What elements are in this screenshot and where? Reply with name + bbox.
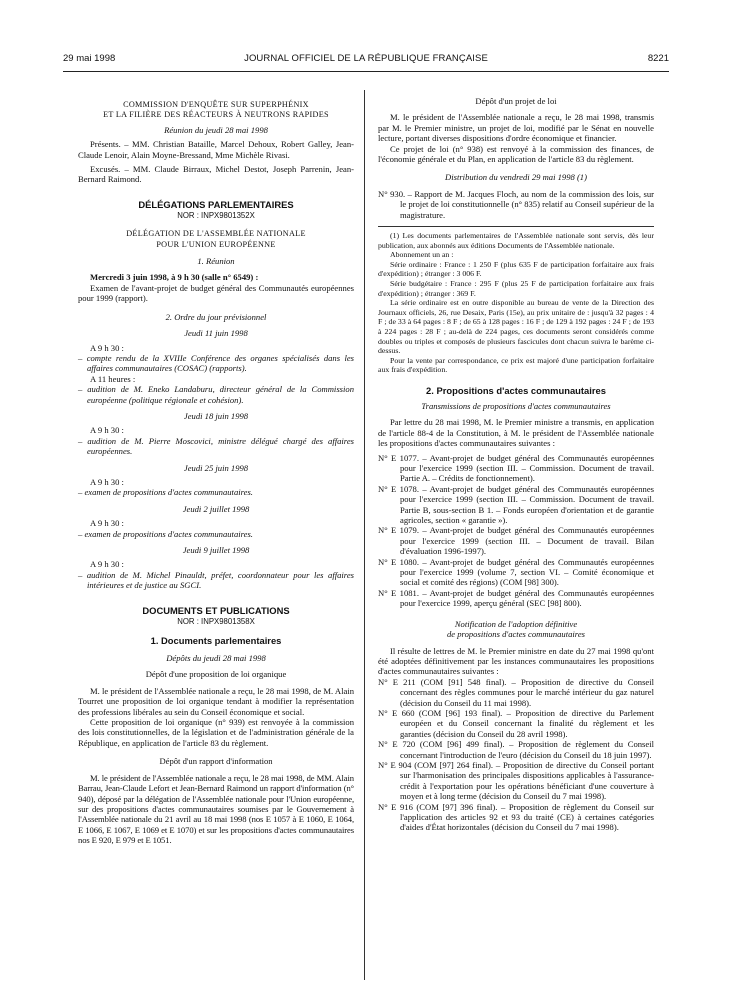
agenda-item: – audition de M. Eneko Landaburu, directeur général de la Commission européenne (politique régionale et cohésion). — [78, 384, 354, 405]
agenda-item: – compte rendu de la XVIIIe Conférence des organes spécialisés dans les affaires communautaires (COSAC) (rapports). — [78, 352, 354, 374]
agenda-item: – audition de M. Michel Pinauldt, préfet, coordonnateur pour les affaires intérieures et de justice au SGCI. — [78, 569, 354, 591]
documents-nor: NOR : INPX9801358X — [177, 616, 255, 626]
depot-paragraph: M. le président de l'Assemblée nationale a reçu, le 28 mai 1998, de M. Alain Tourret une proposition de loi organique tendant à modifier la représentation des professions libérales au sein du Conseil économique et social. — [78, 685, 354, 717]
footnote-paragraph: La série ordinaire est en outre disponible au bureau de vente de la Direction des Journaux officiels, 26, rue Desaix, Paris (15e), au prix unitaire de : jusqu'à 32 pages : 4 F ; de 33 à 64 pages : 8 F ; de 65 à 128 pages : 16 F ; de 129 à 192 pages : 24 F ; de 193 à 224 pages : 28 F ; au-delà de 224 pages, ces documents seront considérés comme doubles ou triples et composés de plusieurs fascicules dont chacun suivra le barème ci-dessus. — [378, 298, 654, 356]
reunion-date: Mercredi 3 juin 1998, à 9 h 30 (salle n° 6549) : — [90, 272, 259, 283]
agenda-day — [78, 463, 354, 498]
agenda-item: – examen de propositions d'actes communautaires. — [78, 528, 253, 539]
footnote-paragraph: Pour la vente par correspondance, ce prix est majoré d'une participation forfaitaire aux frais d'expédition. — [378, 355, 654, 375]
header-date: 29 mai 1998 — [63, 53, 116, 64]
right-column — [378, 96, 654, 833]
agenda-time: A 9 h 30 : — [90, 425, 124, 436]
column-divider — [364, 90, 365, 980]
page-header — [63, 54, 669, 68]
depot-paragraph: M. le président de l'Assemblée nationale a reçu, le 28 mai 1998, transmis par M. le Premier ministre, un projet de loi, modifié par le Sénat en nouvelle lecture, portant diverses dispositions d'ordre économique et financier. — [378, 112, 654, 144]
delegations-nor: NOR : INPX9801352X — [177, 210, 255, 220]
act-entry: N° E 1081. – Avant-projet de budget général des Communautés européennes pour l'exercice 1999, aperçu général (SEC [98] 800). — [378, 587, 654, 609]
depot-title: Dépôt d'un rapport d'information — [159, 756, 273, 767]
notification-heading-line1: Notification de l'adoption définitive — [454, 618, 578, 629]
agenda-day — [78, 504, 354, 539]
delegation-name-line1: DÉLÉGATION DE L'ASSEMBLÉE NATIONALE — [126, 229, 306, 239]
header-page-number: 8221 — [647, 53, 669, 64]
act-entry: N° E 1079. – Avant-projet de budget général des Communautés européennes pour l'exercice 1999 (section III. – Document de travail. Bilan d'évaluation 1996-1997). — [378, 525, 654, 557]
footnote-paragraph: Abonnement un an : — [390, 250, 454, 260]
act-entry: N° E 1080. – Avant-projet de budget général des Communautés européennes pour l'exercice 1999 (volume 7, section VI. – Comité économique et social et comité des régions) (COM [98] 300). — [378, 556, 654, 588]
agenda-date: Jeudi 9 juillet 1998 — [182, 545, 250, 555]
act-entry: N° E 1078. – Avant-projet de budget général des Communautés européennes pour l'exercice 1999 (section III. – Commission. Document de travail. Partie B, sous-section B 1. – Fonds européen d'orientation et de garantie agricoles, section « garantie »). — [378, 483, 654, 526]
agenda-time: A 9 h 30 : — [90, 476, 124, 487]
adopted-entry: N° E 660 (COM [96] 193 final). – Proposition de directive du Parlement européen et du Conseil concernant la finalité du règlement et les garanties (décision du Conseil du 28 avril 1998). — [378, 707, 654, 739]
agenda-day — [78, 328, 354, 405]
agenda-date: Jeudi 11 juin 1998 — [184, 328, 248, 339]
footnote-rule — [378, 226, 654, 227]
left-column — [78, 100, 354, 846]
reunion-heading: 1. Réunion — [197, 256, 235, 267]
commission-title-line1: COMMISSION D'ENQUÊTE SUR SUPERPHÉNIX — [123, 100, 309, 109]
agenda-day — [78, 411, 354, 457]
depot-paragraph: Ce projet de loi (n° 938) est renvoyé à la commission des finances, de l'économie générale et du Plan, en application de l'article 83 du règlement. — [378, 143, 654, 165]
documents-title: DOCUMENTS ET PUBLICATIONS — [142, 604, 290, 616]
delegations-title: DÉLÉGATIONS PARLEMENTAIRES — [138, 198, 294, 210]
agenda-item: – audition de M. Pierre Moscovici, ministre délégué chargé des affaires européennes. — [78, 435, 354, 457]
footnote-paragraph: Série budgétaire : France : 295 F (plus 25 F de participation forfaitaire aux frais d'expédition) ; étranger : 369 F. — [378, 279, 654, 298]
agenda-time: A 9 h 30 : — [90, 342, 124, 353]
distribution-date: Distribution du vendredi 29 mai 1998 (1) — [445, 172, 587, 183]
commission-title-line2: ET LA FILIÈRE DES RÉACTEURS À NEUTRONS RAPIDES — [103, 110, 329, 120]
adopted-entry: N° E 916 (COM [97] 396 final). – Proposition de règlement du Conseil sur l'application des articles 92 et 93 du traité (CE) à certaines catégories d'aides d'État horizontales (décision du Conseil du 7 mai 1998). — [378, 801, 654, 833]
documents-parlementaires-heading: 1. Documents parlementaires — [150, 635, 282, 647]
depot-paragraph: Cette proposition de loi organique (n° 939) est renvoyée à la commission des lois constitutionnelles, de la législation et de l'administration générale de la République, en application de l'article 83 du règlement. — [78, 717, 354, 748]
header-rule — [63, 71, 669, 72]
agenda-date: Jeudi 25 juin 1998 — [183, 462, 249, 473]
presents-paragraph: Présents. – MM. Christian Bataille, Marcel Dehoux, Robert Galley, Jean-Claude Lenoir, Alain Moyne-Bressand, Mme Michèle Rivasi. — [78, 139, 354, 160]
depot-title: Dépôt d'un projet de loi — [475, 96, 557, 106]
excuses-paragraph: Excusés. – MM. Claude Birraux, Michel Destot, Joseph Parrenin, Jean-Bernard Raimond. — [78, 164, 354, 185]
footnote-paragraph: Série ordinaire : France : 1 250 F (plus 635 F de participation forfaitaire aux frais d'expédition) ; étranger : 3 006 F. — [378, 259, 654, 279]
footnote — [378, 231, 654, 375]
notification-heading-line2: de propositions d'actes communautaires — [447, 629, 585, 640]
transmissions-intro: Par lettre du 28 mai 1998, M. le Premier ministre a transmis, en application de l'article 88-4 de la Constitution, à M. le président de l'Assemblée nationale les propositions d'actes communautaires suivantes : — [378, 417, 654, 449]
agenda-date: Jeudi 18 juin 1998 — [183, 410, 249, 421]
reunion-text: Examen de l'avant-projet de budget général des Communautés européennes pour 1999 (rapport). — [78, 282, 354, 304]
depot-paragraph: M. le président de l'Assemblée nationale a reçu, le 28 mai 1998, de MM. Alain Barrau, Jean-Claude Lefort et Jean-Bernard Raimond un rapport d'information (n° 940), déposé par la délégation de l'Assemblée nationale pour l'Union européenne, sur des propositions d'actes communautaires soumises par le Gouvernement à l'Assemblée nationale du 21 avril au 18 mai 1998 (nos E 1057 à E 1060, E 1064, E 1066, E 1067, E 1069 et E 1070) et sur les propositions d'actes communautaires nos E 920, E 979 et E 1051. — [78, 772, 354, 846]
agenda-item: – examen de propositions d'actes communautaires. — [78, 487, 253, 498]
commission-meeting-date: Réunion du jeudi 28 mai 1998 — [164, 124, 268, 135]
header-title: JOURNAL OFFICIEL DE LA RÉPUBLIQUE FRANÇAISE — [244, 53, 488, 64]
delegation-name-line2: POUR L'UNION EUROPÉENNE — [156, 239, 276, 249]
transmissions-heading: Transmissions de propositions d'actes communautaires — [421, 400, 611, 411]
footnote-paragraph: (1) Les documents parlementaires de l'Assemblée nationale sont servis, dès leur publication, aux abonnés aux éditions Documents de l'Assemblée nationale. — [378, 231, 654, 250]
agenda-time: A 11 heures : — [90, 373, 136, 384]
agenda-date: Jeudi 2 juillet 1998 — [182, 503, 250, 514]
adopted-entry: N° E 211 (COM [91] 548 final). – Proposition de directive du Conseil concernant des règles communes pour le marché intérieur du gaz naturel (décision du Conseil du 11 mai 1998). — [378, 676, 654, 708]
act-entry: N° E 1077. – Avant-projet de budget général des Communautés européennes pour l'exercice 1999 (section III. – Commission. Document de travail. Partie A. – Crédits de fonctionnement). — [378, 452, 654, 484]
depot-title: Dépôt d'une proposition de loi organique — [145, 669, 287, 680]
agenda-heading: 2. Ordre du jour prévisionnel — [165, 311, 267, 322]
notification-intro: Il résulte de lettres de M. le Premier ministre en date du 27 mai 1998 qu'ont été adoptées définitivement par les instances communautaires les propositions d'actes communautaires suivantes : — [378, 645, 654, 677]
agenda-day — [78, 545, 354, 591]
agenda-time: A 9 h 30 : — [90, 518, 124, 529]
propositions-heading: 2. Propositions d'actes communautaires — [426, 384, 606, 396]
depots-date: Dépôts du jeudi 28 mai 1998 — [166, 653, 266, 664]
agenda-time: A 9 h 30 : — [90, 559, 124, 570]
adopted-entry: N° E 720 (COM [96] 499 final). – Proposition de règlement du Conseil concernant l'introduction de l'euro (décision du Conseil du 18 juin 1997). — [378, 739, 654, 760]
document-entry: N° 930. – Rapport de M. Jacques Floch, au nom de la commission des lois, sur le projet de loi constitutionnelle (n° 835) relatif au Conseil supérieur de la magistrature. — [378, 188, 655, 220]
adopted-entry: N° E 904 (COM [97] 264 final). – Proposition de directive du Conseil portant sur l'harmonisation des principales dispositions applicables à l'assurance-crédit à l'exportation pour les opérations bénéficiant d'une couverture à moyen et à long terme (décision du Conseil du 7 mai 1998). — [378, 759, 654, 802]
